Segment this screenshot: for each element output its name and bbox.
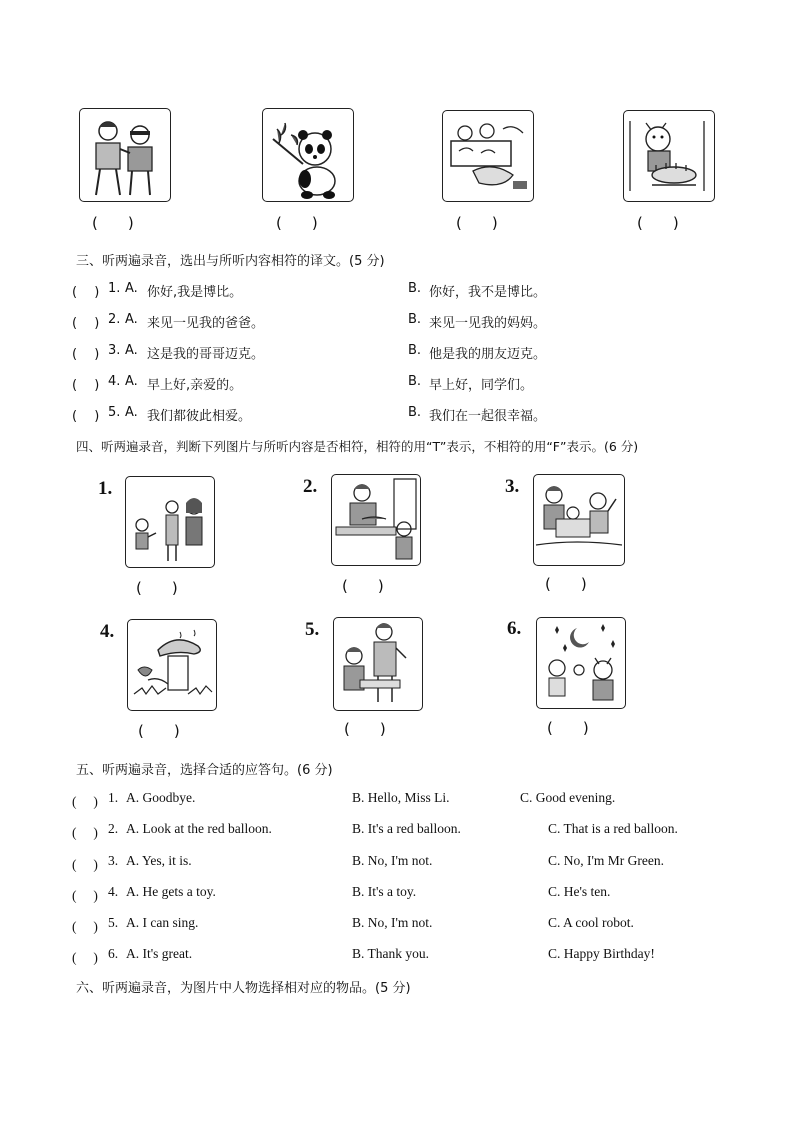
option-b-label: B. [408,281,422,296]
option-a: A. Look at the red balloon. [126,821,272,836]
section4-picture-3 [533,474,625,566]
section4-picture-5 [333,617,423,711]
option-c: C. He's ten. [548,884,611,899]
section4-blank-6[interactable]: ( ) [547,719,589,737]
answer-blank[interactable]: ( ) [72,285,100,300]
option-a: 来见一见我的爸爸。 [147,316,265,331]
option-b: 早上好，同学们。 [429,378,534,393]
question-number: 3. [108,343,121,358]
picture-number-5: 5. [305,619,320,640]
option-b: 来见一见我的妈妈。 [429,316,547,331]
answer-blank[interactable]: ( ) [72,857,98,872]
question-number: 2. [108,312,121,327]
section4-blank-5[interactable]: ( ) [344,720,386,738]
question-number: 1. [108,281,121,296]
top-answer-blank-4[interactable]: ( ) [637,214,679,232]
question-number: 2. [108,821,119,836]
section4-blank-4[interactable]: ( ) [138,722,180,740]
option-c: C. That is a red balloon. [548,821,678,836]
answer-blank[interactable]: ( ) [72,950,98,965]
top-answer-blank-2[interactable]: ( ) [276,214,318,232]
option-b: 他是我的朋友迈克。 [429,347,547,362]
family-group-illustration [126,477,214,567]
option-a-label: A. [125,281,138,296]
picture-number-3: 3. [505,476,520,497]
cat-cake-illustration [624,111,714,201]
teacher-desk-illustration [332,475,420,565]
section4-blank-1[interactable]: ( ) [136,579,178,597]
question-number: 3. [108,853,119,868]
section5-heading: 五、听两遍录音，选择合适的应答句。(6 分) [76,763,333,778]
option-a-label: A. [125,343,138,358]
option-b: B. It's a red balloon. [352,821,461,836]
top-picture-3 [442,110,534,202]
question-number: 5. [108,915,119,930]
night-animals-illustration [537,618,625,708]
picture-number-6: 6. [507,618,522,639]
option-a: A. I can sing. [126,915,199,930]
question-number: 4. [108,374,121,389]
section3-heading: 三、听两遍录音，选出与所听内容相符的译文。(5 分) [76,254,385,269]
top-picture-4 [623,110,715,202]
answer-blank[interactable]: ( ) [72,888,98,903]
section6-heading: 六、听两遍录音，为图片中人物选择相对应的物品。(5 分) [76,981,411,996]
teacher-student-illustration [334,618,422,710]
option-b-label: B. [408,405,422,420]
option-c: C. Good evening. [520,790,616,805]
option-a: A. Yes, it is. [126,853,192,868]
answer-blank[interactable]: ( ) [72,409,100,424]
option-a-label: A. [125,312,138,327]
option-a: A. It's great. [126,946,193,961]
section4-blank-2[interactable]: ( ) [342,577,384,595]
option-b-label: B. [408,312,422,327]
option-b: 我们在一起很幸福。 [429,409,547,424]
two-kids-illustration [80,109,170,201]
option-b: B. Thank you. [352,946,429,961]
top-picture-1 [79,108,171,202]
section4-picture-4 [127,619,217,711]
picture-number-2: 2. [303,476,318,497]
answer-blank[interactable]: ( ) [72,825,98,840]
answer-blank[interactable]: ( ) [72,919,98,934]
option-b-label: B. [408,374,422,389]
option-a: 你好,我是博比。 [147,285,243,300]
section4-picture-1 [125,476,215,568]
section4-picture-2 [331,474,421,566]
option-c: C. Happy Birthday! [548,946,655,961]
option-b: B. No, I'm not. [352,915,433,930]
option-c: C. A cool robot. [548,915,634,930]
kids-box-illustration [534,475,624,565]
top-answer-blank-1[interactable]: ( ) [92,214,134,232]
option-a: 这是我的哥哥迈克。 [147,347,265,362]
question-number: 6. [108,946,119,961]
panda-illustration [263,109,353,201]
answer-blank[interactable]: ( ) [72,347,100,362]
option-b: B. Hello, Miss Li. [352,790,450,805]
option-a: 早上好,亲爱的。 [147,378,243,393]
option-a-label: A. [125,374,138,389]
mushroom-illustration [128,620,216,710]
top-picture-2 [262,108,354,202]
picture-number-4: 4. [100,621,115,642]
answer-blank[interactable]: ( ) [72,316,100,331]
question-number: 5. [108,405,121,420]
option-a: A. He gets a toy. [126,884,216,899]
section4-blank-3[interactable]: ( ) [545,575,587,593]
option-c: C. No, I'm Mr Green. [548,853,665,868]
answer-blank[interactable]: ( ) [72,378,100,393]
answer-blank[interactable]: ( ) [72,794,98,809]
option-b-label: B. [408,343,422,358]
question-number: 4. [108,884,119,899]
top-answer-blank-3[interactable]: ( ) [456,214,498,232]
question-number: 1. [108,790,119,805]
option-b: B. No, I'm not. [352,853,433,868]
option-a-label: A. [125,405,138,420]
animals-sofa-illustration [443,111,533,201]
option-a: 我们都彼此相爱。 [147,409,252,424]
option-b: 你好，我不是博比。 [429,285,547,300]
option-b: B. It's a toy. [352,884,417,899]
picture-number-1: 1. [98,478,113,499]
section4-heading: 四、听两遍录音，判断下列图片与所听内容是否相符，相符的用“T”表示，不相符的用“F”表示。(6 分) [76,439,639,454]
section4-picture-6 [536,617,626,709]
option-a: A. Goodbye. [126,790,196,805]
